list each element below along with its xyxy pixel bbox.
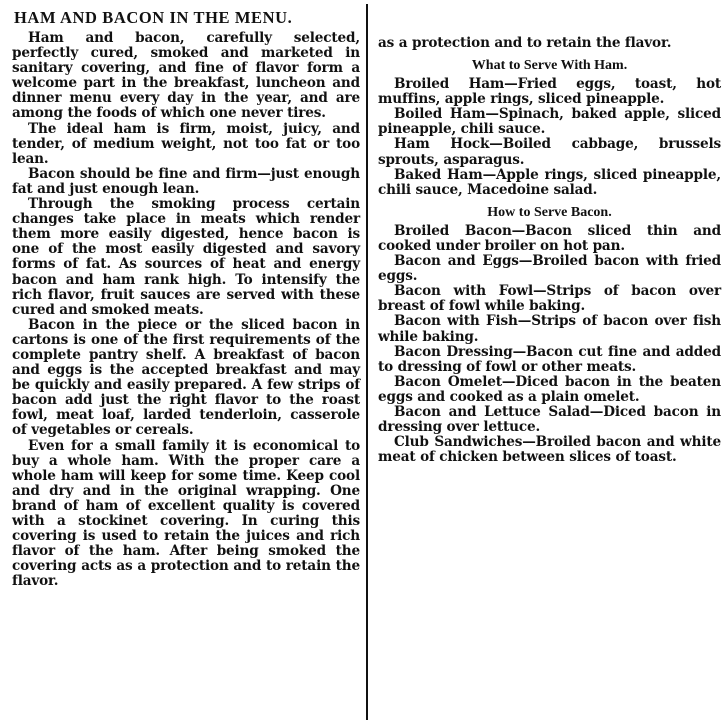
bacon-section-heading: How to Serve Bacon. <box>487 204 612 220</box>
bacon-item-lettuce-salad: Bacon and Lettuce Salad—Diced bacon in dressing over lettuce. <box>378 403 721 436</box>
bacon-item-broiled: Broiled Bacon—Bacon sliced thin and cooked under broiler on hot pan. <box>378 222 721 254</box>
paragraph-bacon-quality: Bacon should be fine and firm—just enough fat and just enough lean. <box>12 165 360 197</box>
paragraph-intro: Ham and bacon, carefully selected, perfectly cured, smoked and marketed in sanitary covering, and fine of flavor form a welcome part in the breakfast, luncheon and dinner menu every day in the year, and are among the foods of which one never tires. <box>12 30 360 122</box>
ham-item-boiled: Boiled Ham—Spinach, baked apple, sliced pineapple, chili sauce. <box>378 106 721 138</box>
bacon-item-omelet: Bacon Omelet—Diced bacon in the beaten eggs and cooked as a plain omelet. <box>378 373 721 405</box>
paragraph-smoking-process: Through the smoking process certain changes take place in meats which render them more easily digested, hence bacon is one of the most easily digested and savory forms of fat. As sources of heat and energy bacon and ham rank high. To intensify the rich flavor, fruit sauces are served with these cured and smoked meats. <box>12 196 360 318</box>
left-column <box>12 0 360 720</box>
column-divider <box>366 4 368 720</box>
ham-item-baked: Baked Ham—Apple rings, sliced pineapple, chili sauce, Macedoine salad. <box>378 166 721 198</box>
paragraph-ideal-ham: The ideal ham is firm, moist, juicy, and tender, of medium weight, not too fat or too lean. <box>12 120 360 167</box>
ham-item-hock: Ham Hock—Boiled cabbage, brussels sprouts, asparagus. <box>378 136 721 168</box>
ham-item-broiled: Broiled Ham—Fried eggs, toast, hot muffins, apple rings, sliced pineapple. <box>378 76 721 108</box>
bacon-item-club-sandwich: Club Sandwiches—Broiled bacon and white meat of chicken between slices of toast. <box>378 434 721 466</box>
bacon-item-eggs: Bacon and Eggs—Broiled bacon with fried eggs. <box>378 253 721 285</box>
bacon-item-dressing: Bacon Dressing—Bacon cut fine and added to dressing of fowl or other meats. <box>378 343 721 375</box>
paragraph-pantry-shelf: Bacon in the piece or the sliced bacon in cartons is one of the first requirements of the complete pantry shelf. A breakfast of bacon and eggs is the accepted breakfast and may be quickly and easily prepared. A few strips of bacon add just the right flavor to the roast fowl, meat loaf, larded tenderloin, casserole of vegetables or cereals. <box>12 316 360 439</box>
right-column <box>378 0 721 720</box>
article-headline: HAM AND BACON IN THE MENU. <box>14 8 293 27</box>
bacon-item-fish: Bacon with Fish—Strips of bacon over fish while baking. <box>378 313 721 345</box>
bacon-item-fowl: Bacon with Fowl—Strips of bacon over breast of fowl while baking. <box>378 283 721 315</box>
paragraph-whole-ham: Even for a small family it is economical to buy a whole ham. With the proper care a whole ham will keep for some time. Keep cool and dry and in the original wrapping. One brand of ham of excellent quality is covered with a stockinet covering. In curing this covering is used to retain the juices and rich flavor of the ham. After being smoked the covering acts as a protection and to retain the flavor. <box>12 437 360 590</box>
ham-section-heading: What to Serve With Ham. <box>471 58 628 74</box>
continued-text: as a protection and to retain the flavor. <box>378 35 672 51</box>
